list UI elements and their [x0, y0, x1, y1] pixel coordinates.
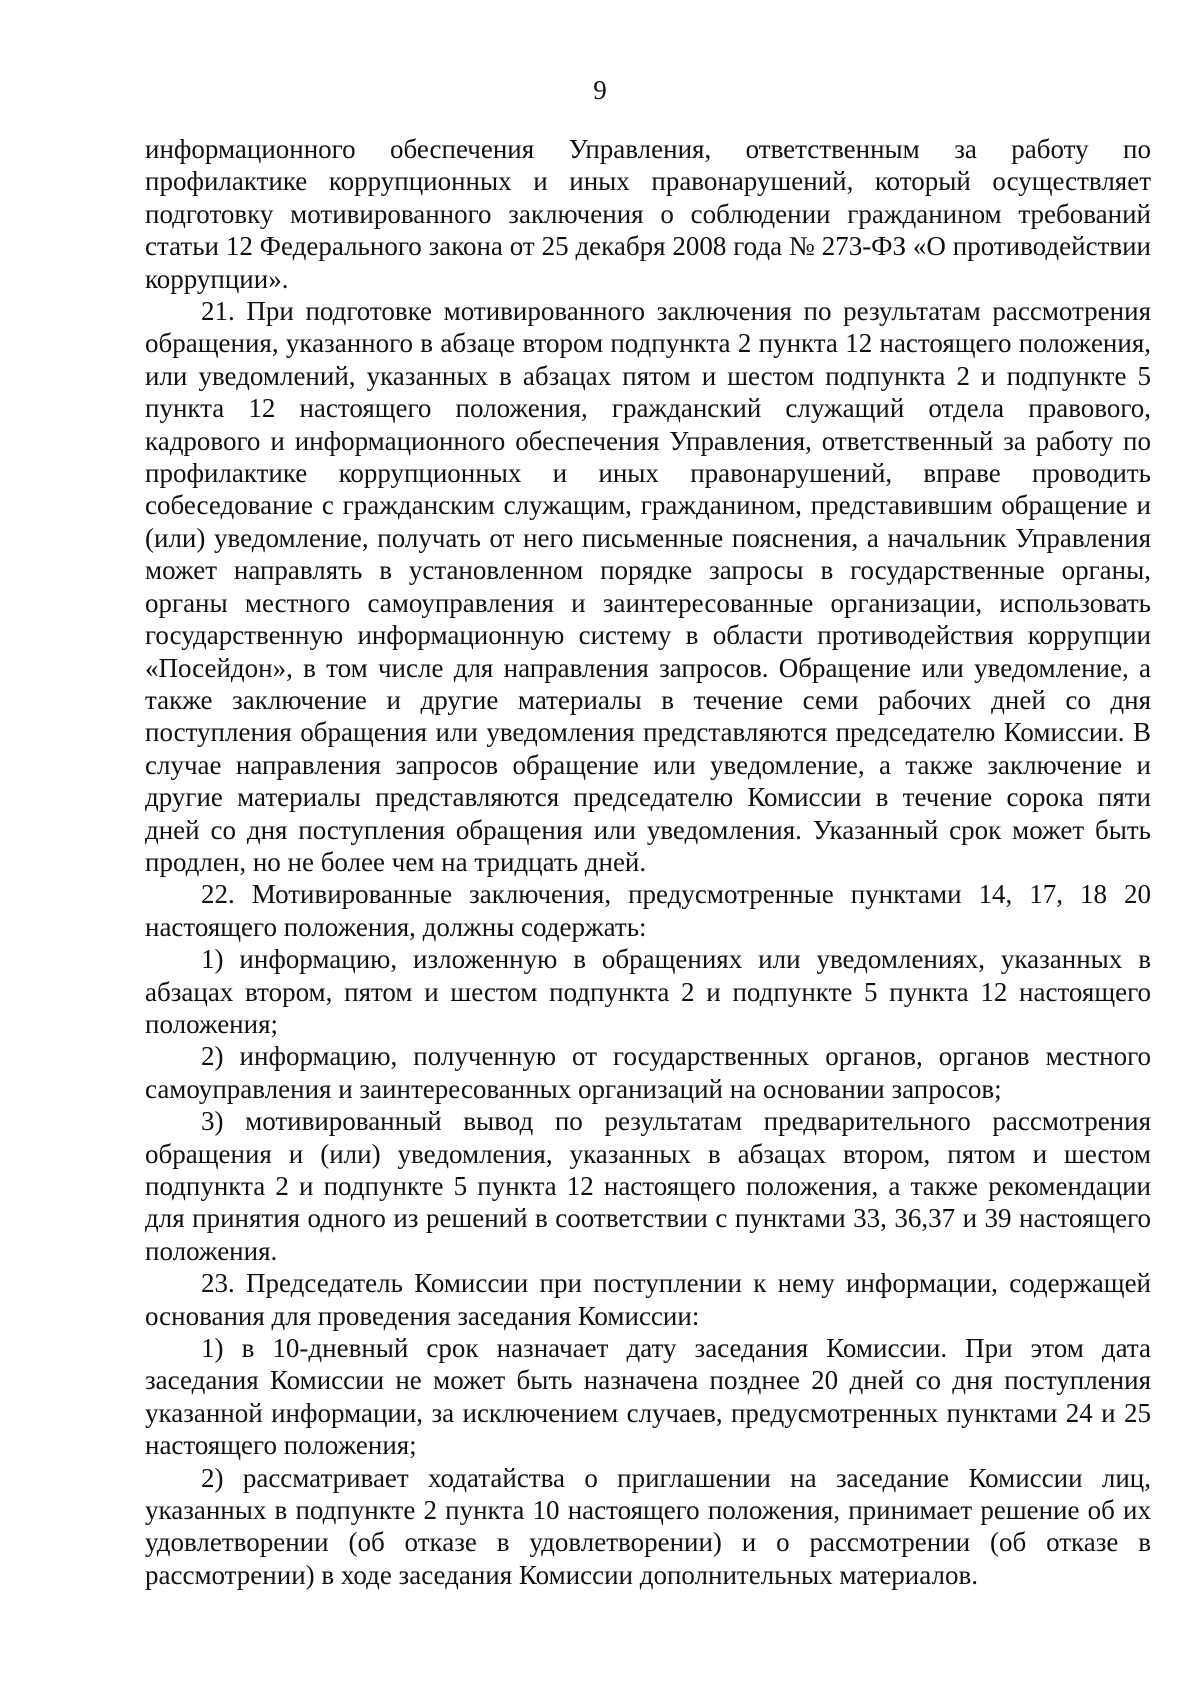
paragraph-item-22: 22. Мотивированные заключения, предусмотренные пунктами 14, 17, 18 20 настоящего положения, должны содержать:: [145, 879, 1151, 942]
paragraph-item-23-1: 1) в 10-дневный срок назначает дату заседания Комиссии. При этом дата заседания Комиссии не может быть назначена позднее 20 дней со дня поступления указанной информации, за исключением случаев, предусмотренных пунктами 24 и 25 настоящего положения;: [145, 1333, 1151, 1461]
paragraph-item-23-2: 2) рассматривает ходатайства о приглашении на заседание Комиссии лиц, указанных в подпункте 2 пункта 10 настоящего положения, принимает решение об их удовлетворении (об отказе в удовлетворении) и о рассмотрении (об отказе в рассмотрении) в ходе заседания Комиссии дополнительных материалов.: [145, 1462, 1151, 1590]
paragraph-item-21: 21. При подготовке мотивированного заключения по результатам рассмотрения обращения, указанного в абзаце втором подпункта 2 пункта 12 настоящего положения, или уведомлений, указанных в абзацах пятом и шестом подпункта 2 и подпункте 5 пункта 12 настоящего положения, гражданский служащий отдела правового, кадрового и информационного обеспечения Управления, ответственный за работу по профилактике коррупционных и иных правонарушений, вправе проводить собеседование с гражданским служащим, гражданином, представившим обращение и (или) уведомление, получать от него письменные пояснения, а начальник Управления может направлять в установленном порядке запросы в государственные органы, органы местного самоуправления и заинтересованные организации, использовать государственную информационную систему в области противодействия коррупции «Посейдон», в том числе для направления запросов. Обращение или уведомление, а также заключение и другие материалы в течение семи рабочих дней со дня поступления обращения или уведомления представляются председателю Комиссии. В случае направления запросов обращение или уведомление, а также заключение и другие материалы представляются председателю Комиссии в течение сорока пяти дней со дня поступления обращения или уведомления. Указанный срок может быть продлен, но не более чем на тридцать дней.: [145, 296, 1151, 877]
paragraph-item-22-2: 2) информацию, полученную от государственных органов, органов местного самоуправления и заинтересованных организаций на основании запросов;: [145, 1041, 1151, 1104]
paragraph-continuation: информационного обеспечения Управления, ответственным за работу по профилактике коррупционных и иных правонарушений, который осуществляет подготовку мотивированного заключения о соблюдении гражданином требований статьи 12 Федерального закона от 25 декабря 2008 года № 273-ФЗ «О противодействии коррупции».: [145, 134, 1151, 294]
page-number: 9: [593, 75, 607, 105]
paragraph-item-22-1: 1) информацию, изложенную в обращениях или уведомлениях, указанных в абзацах втором, пятом и шестом подпункта 2 и подпункте 5 пункта 12 настоящего положения;: [145, 944, 1151, 1039]
paragraph-item-22-3: 3) мотивированный вывод по результатам предварительного рассмотрения обращения и (или) уведомления, указанных в абзацах втором, пятом и шестом подпункта 2 и подпункте 5 пункта 12 настоящего положения, а также рекомендации для принятия одного из решений в соответствии с пунктами 33, 36,37 и 39 настоящего положения.: [145, 1106, 1151, 1266]
paragraph-item-23: 23. Председатель Комиссии при поступлении к нему информации, содержащей основания для проведения заседания Комиссии:: [145, 1268, 1151, 1331]
document-body: [145, 133, 1151, 1591]
